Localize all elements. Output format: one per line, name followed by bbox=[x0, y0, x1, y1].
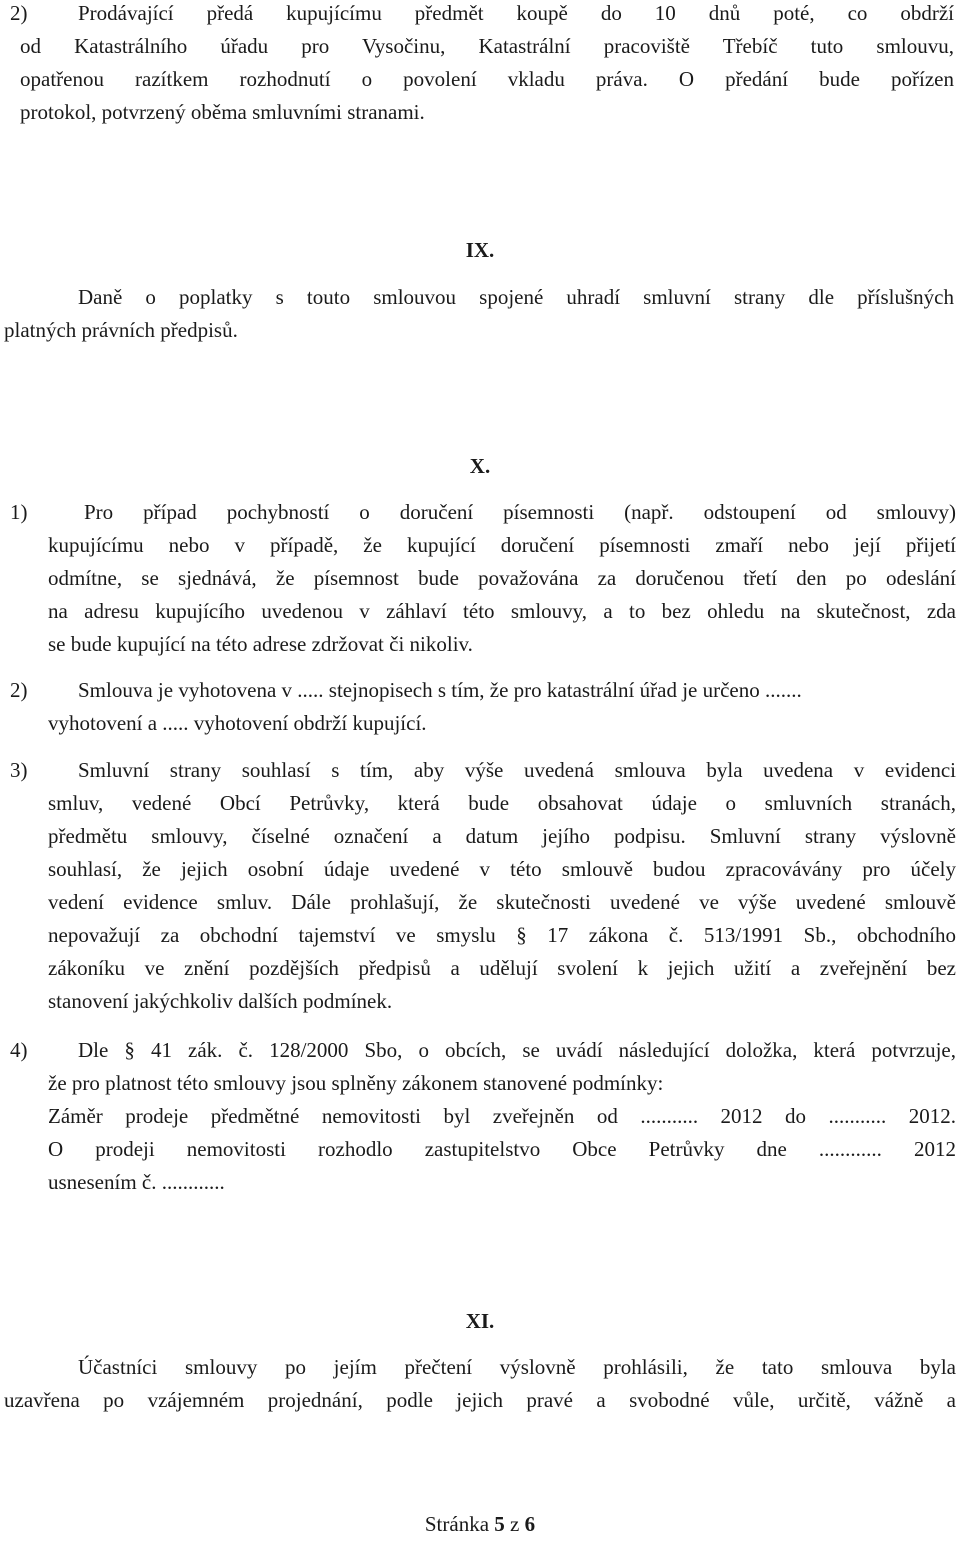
text-line: že pro platnost této smlouvy jsou splněny zákonem stanovené podmínky: bbox=[48, 1071, 664, 1095]
section-heading-x: X. bbox=[469, 454, 491, 478]
text-line: Záměr prodeje předmětné nemovitosti byl zveřejněn od ........... 2012 do ........... 2012. bbox=[48, 1104, 956, 1128]
text-line: opatřenou razítkem rozhodnutí o povolení vkladu práva. O předání bude pořízen bbox=[20, 67, 954, 91]
clause-x1-text bbox=[48, 529, 956, 661]
clause-x3-text bbox=[48, 787, 956, 1018]
clause-x2-text bbox=[48, 707, 956, 740]
footer-page-number: 5 bbox=[494, 1512, 505, 1536]
clause-x3-first bbox=[78, 754, 956, 787]
clause-x4-text bbox=[48, 1067, 956, 1199]
text-line: Daně o poplatky s touto smlouvou spojené uhradí smluvní strany dle příslušných bbox=[78, 285, 954, 309]
section-xi-first bbox=[78, 1351, 956, 1384]
text-line: platných právních předpisů. bbox=[4, 318, 238, 342]
text-line: Smluvní strany souhlasí s tím, aby výše uvedená smlouva byla uvedena v evidenci bbox=[78, 758, 956, 782]
section-heading-ix: IX. bbox=[465, 238, 495, 262]
text-line: nepovažují za obchodní tajemství ve smyslu § 17 zákona č. 513/1991 Sb., obchodního bbox=[48, 923, 956, 947]
text-line: O prodeji nemovitosti rozhodlo zastupitelstvo Obce Petrůvky dne ............ 2012 bbox=[48, 1137, 956, 1161]
clause-number: 2) bbox=[10, 1, 28, 25]
clause-text-cont bbox=[20, 30, 954, 129]
text-line: souhlasí, že jejich osobní údaje uvedené v této smlouvě budou zpracovávány pro účely bbox=[48, 857, 956, 881]
footer-page-total: 6 bbox=[524, 1512, 536, 1536]
text-line: od Katastrálního úřadu pro Vysočinu, Katastrální pracoviště Třebíč tuto smlouvu, bbox=[20, 34, 954, 58]
clause-number: 4) bbox=[10, 1038, 28, 1062]
text-line: kupujícímu nebo v případě, že kupující doručení písemnosti zmaří nebo její přijetí bbox=[48, 533, 956, 557]
text-line: vyhotovení a ..... vyhotovení obdrží kupující. bbox=[48, 711, 427, 735]
footer-prefix: Stránka bbox=[424, 1512, 495, 1536]
section-ix-text bbox=[78, 281, 954, 314]
text-line: vedení evidence smluv. Dále prohlašují, že skutečnosti uvedené ve výše uvedené smlouvě bbox=[48, 890, 956, 914]
clause-number: 2) bbox=[10, 678, 28, 702]
text-line: odmítne, se sjednává, že písemnost bude považována za doručenou třetí den po odeslání bbox=[48, 566, 956, 590]
footer-mid: z bbox=[504, 1512, 525, 1536]
clause-x2-first bbox=[78, 674, 956, 707]
text-line: Smlouva je vyhotovena v ..... stejnopisech s tím, že pro katastrální úřad je určeno ....... bbox=[78, 678, 802, 702]
text-line: Účastníci smlouvy po jejím přečtení výslovně prohlásili, že tato smlouva byla bbox=[78, 1355, 956, 1379]
clause-number: 1) bbox=[10, 500, 28, 524]
section-heading-xi: XI. bbox=[465, 1309, 495, 1333]
text-line: se bude kupující na této adrese zdržovat či nikoliv. bbox=[48, 632, 473, 656]
text-line: Dle § 41 zák. č. 128/2000 Sbo, o obcích, se uvádí následující doložka, která potvrzuje, bbox=[78, 1038, 956, 1062]
section-xi-text bbox=[4, 1384, 956, 1417]
text-line: zákoníku ve znění pozdějších předpisů a udělují svolení k jejich užití a zveřejnění bez bbox=[48, 956, 956, 980]
text-line: smluv, vedené Obcí Petrůvky, která bude obsahovat údaje o smluvních stranách, bbox=[48, 791, 956, 815]
text-line: usnesením č. ............ bbox=[48, 1170, 225, 1194]
text-line: stanovení jakýchkoliv dalších podmínek. bbox=[48, 989, 393, 1013]
clause-number: 3) bbox=[10, 758, 28, 782]
text-line: Pro případ pochybností o doručení písemnosti (např. odstoupení od smlouvy) bbox=[84, 500, 956, 524]
clause-text bbox=[78, 0, 954, 30]
text-line: Prodávající předá kupujícímu předmět koupě do 10 dnů poté, co obdrží bbox=[78, 1, 954, 25]
clause-x4-first bbox=[78, 1034, 956, 1067]
text-line: předmětu smlouvy, číselné označení a datum jejího podpisu. Smluvní strany výslovně bbox=[48, 824, 956, 848]
text-line: protokol, potvrzený oběma smluvními stranami. bbox=[20, 100, 425, 124]
page-footer bbox=[0, 1508, 960, 1541]
text-line: na adresu kupujícího uvedenou v záhlaví této smlouvy, a to bez ohledu na skutečnost, zda bbox=[48, 599, 956, 623]
text-line: uzavřena po vzájemném projednání, podle jejich pravé a svobodné vůle, určitě, vážně a bbox=[4, 1388, 956, 1412]
section-ix-text-cont bbox=[4, 314, 954, 347]
clause-x1-first bbox=[84, 496, 956, 529]
